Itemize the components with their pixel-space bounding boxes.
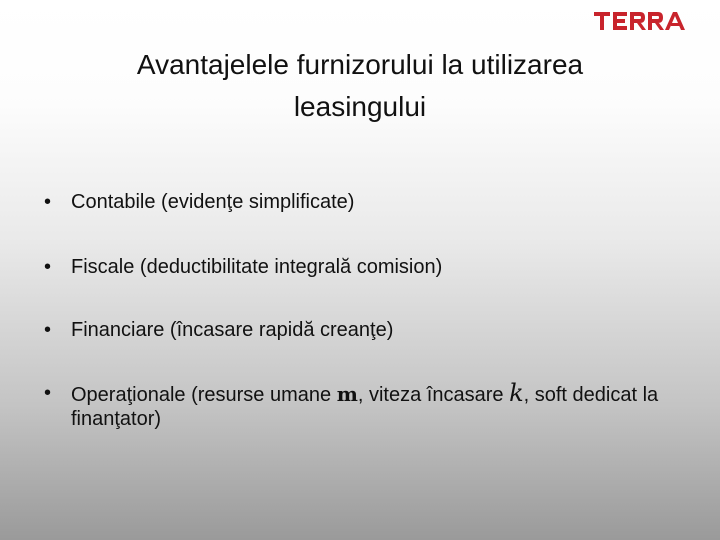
bullet-marker: • [44, 191, 52, 213]
bullet-marker: • [44, 256, 52, 278]
bullet-text [71, 379, 659, 430]
bullet-marker: • [44, 382, 52, 404]
bullet-text: Contabile (evidenţe simplificate) [71, 191, 355, 213]
decrease-symbol: m [336, 382, 358, 406]
bullet-text: Financiare (încasare rapidă creanţe) [71, 319, 394, 341]
slide-title [60, 44, 660, 128]
terra-logo [594, 9, 686, 33]
bullet-text: Fiscale (deductibilitate integrală comision) [71, 256, 443, 278]
terra-logo-icon [594, 9, 686, 33]
increase-symbol: k [509, 379, 524, 407]
bullet-marker: • [44, 319, 52, 341]
bullet-text-part: , viteza încasare [357, 384, 510, 406]
bullet-text-part: Operaţionale (resurse umane [71, 384, 337, 406]
bullet-item [44, 255, 442, 279]
bullet-item [44, 318, 393, 342]
slide-title-line-1: Avantajelele furnizorului la utilizarea [136, 49, 584, 80]
bullet-text-part: , soft dedicat la finanţator) [71, 384, 659, 430]
bullet-item [44, 190, 354, 214]
slide-title-line-2: leasingului [293, 91, 427, 122]
bullet-item [44, 381, 671, 431]
